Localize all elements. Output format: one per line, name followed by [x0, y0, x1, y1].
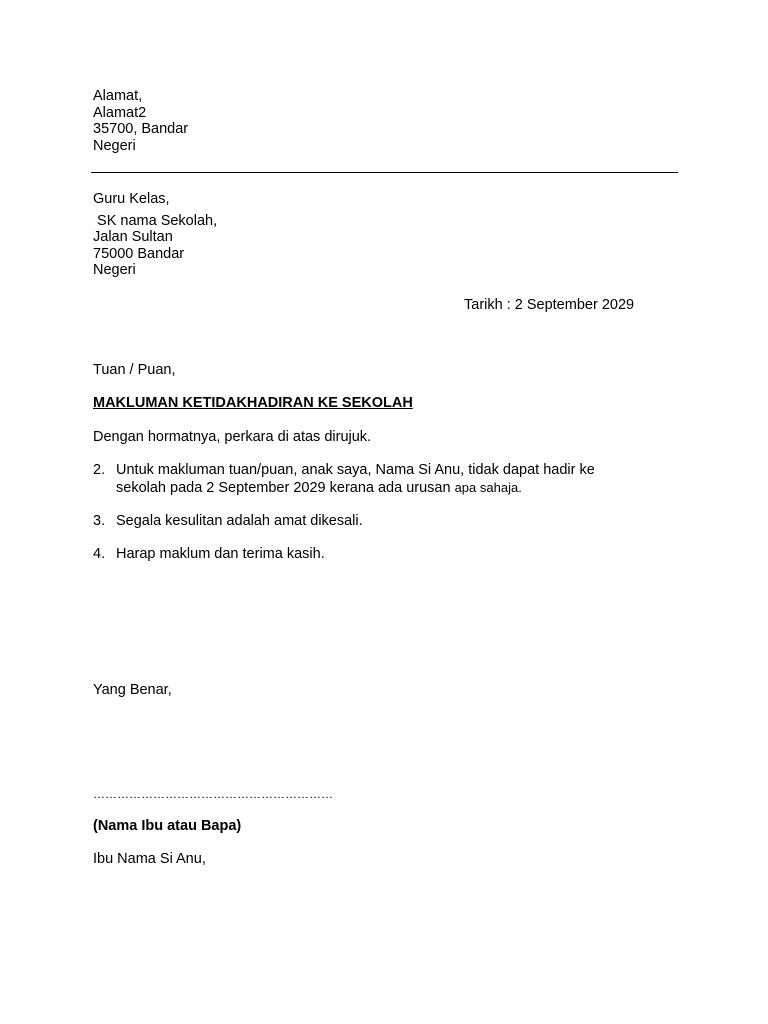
letter-date: Tarikh : 2 September 2029 — [464, 297, 635, 313]
sender-address-line-2: Alamat2 — [93, 105, 147, 121]
list-item-text-line-1: Untuk makluman tuan/puan, anak saya, Nama Si Anu, tidak dapat hadir ke — [116, 462, 595, 478]
list-item-text-line-1: Segala kesulitan adalah amat dikesali. — [116, 513, 363, 529]
signature-line: …………………………………………………… — [93, 787, 333, 801]
sender-address-line-1: Alamat, — [93, 88, 143, 104]
opening-paragraph: Dengan hormatnya, perkara di atas dirujuk. — [93, 429, 372, 445]
header-divider — [91, 172, 678, 173]
list-item-text-main: sekolah pada 2 September 2029 kerana ada urusan — [116, 480, 455, 496]
recipient-line-2: SK nama Sekolah, — [93, 213, 218, 229]
recipient-line-5: Negeri — [93, 262, 136, 278]
list-item-number: 4. — [93, 546, 106, 562]
list-item-text-small: apa sahaja. — [454, 480, 522, 495]
list-item-number: 2. — [93, 462, 106, 478]
recipient-line-1: Guru Kelas, — [93, 191, 170, 207]
closing: Yang Benar, — [93, 682, 172, 698]
sender-address-line-4: Negeri — [93, 138, 136, 154]
signatory-role: Ibu Nama Si Anu, — [93, 851, 206, 867]
letter-subject: MAKLUMAN KETIDAKHADIRAN KE SEKOLAH — [93, 395, 413, 411]
signatory-name: (Nama Ibu atau Bapa) — [93, 818, 242, 834]
list-item-text-line-1: Harap maklum dan terima kasih. — [116, 546, 325, 562]
sender-address-line-3: 35700, Bandar — [93, 121, 189, 137]
list-item-text-line-2 — [116, 479, 522, 497]
recipient-line-4: 75000 Bandar — [93, 246, 185, 262]
list-item-number: 3. — [93, 513, 106, 529]
recipient-line-3: Jalan Sultan — [93, 229, 173, 245]
salutation: Tuan / Puan, — [93, 362, 176, 378]
